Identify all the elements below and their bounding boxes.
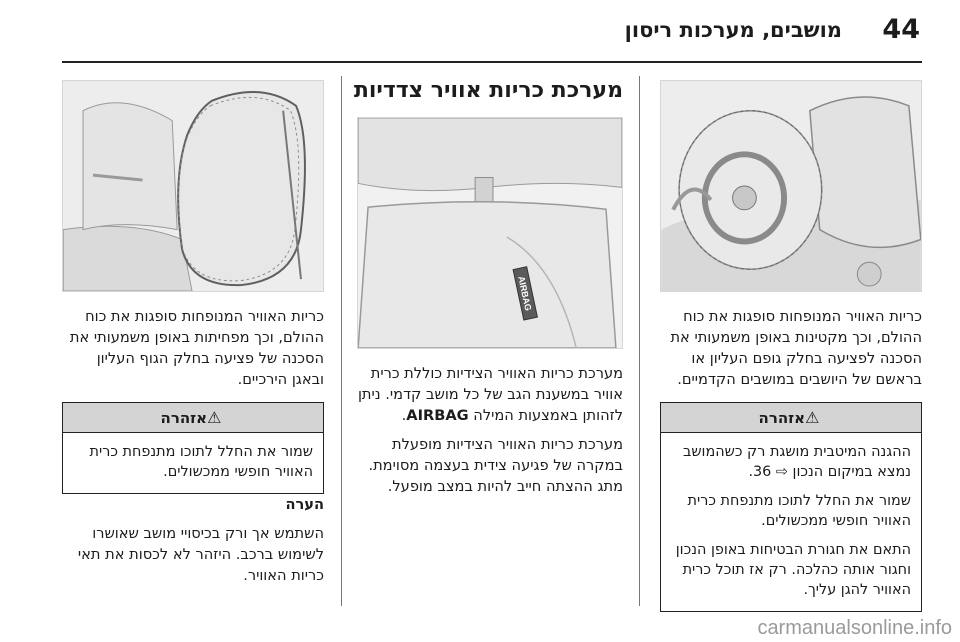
warning-text-1: ההגנה המיטבית מושגת רק כשהמושב נמצא במיקום הנכון ⇨ 36. xyxy=(683,444,911,480)
side-airbag-illustration xyxy=(62,80,324,292)
page-number: 44 xyxy=(882,14,920,45)
front-airbag-illustration xyxy=(660,80,922,292)
warning-text-3: התאם את חגורת הבטיחות באופן הנכון וחגור אותה כהלכה. רק אז תוכל כרית האוויר להגן עליך. xyxy=(675,542,911,598)
front-airbag-drawing xyxy=(661,81,921,291)
front-airbag-paragraph: כריות האוויר המנופחות סופגות את כוח ההולם, וכך מקטינות באופן משמעותי את הסכנה לפציעה בחלק גופם העליון או בראשם של היושבים במושבים הקדמיים. xyxy=(670,308,922,388)
warning-heading: ⚠אזהרה xyxy=(661,403,921,433)
note-text: השתמש אך ורק בכיסויי מושב שאושרו לשימוש ברכב. היזהר לא לכסות את תאי כריות האוויר. xyxy=(77,525,324,584)
warning-text-2: שמור את החלל לתוכו מתנפחת כרית האוויר חופשי ממכשולים. xyxy=(687,493,911,529)
warning-text-1: שמור את החלל לתוכו מתנפחת כרית האוויר חופשי ממכשולים. xyxy=(89,444,313,480)
header-divider xyxy=(62,61,922,63)
seat-back-drawing xyxy=(358,118,622,348)
page-header xyxy=(0,0,960,56)
warning-body xyxy=(63,433,323,493)
side-airbag-paragraph-2: מערכת כריות האוויר הצידיות מופעלת במקרה של פגיעה צידית בעצמה מסוימת. מתג ההצתה חייב להיות במצב מופעל. xyxy=(368,436,623,495)
seat-airbag-label-illustration xyxy=(357,117,623,349)
warning-heading: ⚠אזהרה xyxy=(63,403,323,433)
side-airbag-paragraph-1: מערכת כריות האוויר הצידיות כוללת כרית אוויר במשענת הגב של כל מושב קדמי. ניתן לזהותן באמצעות המילה AIRBAG. xyxy=(357,365,623,424)
column-divider-left xyxy=(341,76,342,606)
airbag-seat-label: AIRBAG xyxy=(516,275,534,312)
warning-box-left xyxy=(62,402,324,494)
section-title: מערכת כריות אוויר צדדיות xyxy=(353,78,623,103)
middle-column xyxy=(353,78,623,505)
chapter-title: מושבים, מערכות ריסון xyxy=(624,18,842,42)
column-divider-right xyxy=(639,76,640,606)
left-column xyxy=(62,80,324,594)
warning-triangle-icon: ⚠ xyxy=(207,408,222,427)
warning-triangle-icon: ⚠ xyxy=(805,408,820,427)
inflated-side-airbag-drawing xyxy=(63,81,323,291)
note-title: הערה xyxy=(285,496,324,513)
watermark: carmanualsonline.info xyxy=(757,617,952,639)
warning-body xyxy=(661,433,921,611)
warning-box-right xyxy=(660,402,922,612)
right-column xyxy=(660,80,922,612)
side-airbag-effect-paragraph: כריות האוויר המנופחות סופגות את כוח ההולם, וכך מפחיתות באופן משמעותי את הסכנה של פציעה בחלק הגוף העליון ובאגן הירכיים. xyxy=(69,308,324,388)
